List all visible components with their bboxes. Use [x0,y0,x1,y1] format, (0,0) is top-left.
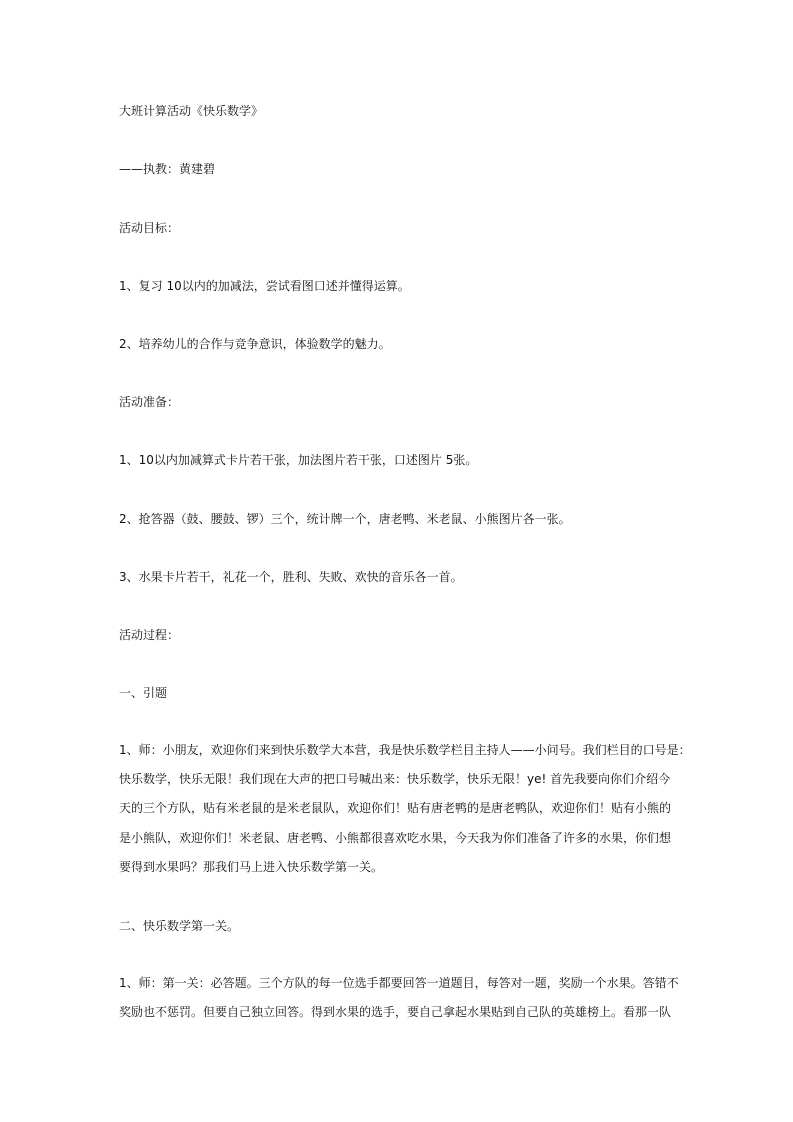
prep-heading: 活动准备： [119,395,180,409]
process-heading: 活动过程： [119,628,180,642]
section2-heading: 二、快乐数学第一关。 [119,919,240,933]
prep-item: 1、10以内加减算式卡片若干张，加法图片若干张，口述图片 5张。 [119,453,478,467]
paragraph-line: 1、师：小朋友，欢迎你们来到快乐数学大本营，我是快乐数学栏目主持人——小问号。我们栏目的口号是： [119,743,691,757]
prep-item: 2、抢答器（鼓、腰鼓、锣）三个，统计牌一个，唐老鸭、米老鼠、小熊图片各一张。 [119,512,571,526]
prep-item: 3、水果卡片若干，礼花一个，胜利、失败、欢快的音乐各一首。 [119,570,463,584]
section1-heading: 一、引题 [119,686,168,700]
paragraph-line: 快乐数学，快乐无限！我们现在大声的把口号喊出来：快乐数学，快乐无限！ye! 首先我要向你们介绍今 [119,772,671,787]
paragraph-line: 天的三个方队，贴有米老鼠的是米老鼠队，欢迎你们！贴有唐老鸭的是唐老鸭队，欢迎你们！贴有小熊的 [119,801,672,816]
goal-item: 2、培养幼儿的合作与竞争意识，体验数学的魅力。 [119,337,391,351]
section2-paragraph [119,969,684,1027]
paragraph-line: 奖励也不惩罚。但要自己独立回答。得到水果的选手，要自己拿起水果贴到自己队的英雄榜上。看那一队 [119,1005,672,1020]
section1-paragraph [119,736,691,882]
goal-item: 1、复习 10以内的加减法，尝试看图口述并懂得运算。 [119,279,410,293]
paragraph-line: 要得到水果吗？那我们马上进入快乐数学第一关。 [119,859,384,874]
goals-heading: 活动目标： [119,221,180,235]
paragraph-line: 是小熊队，欢迎你们！米老鼠、唐老鸭、小熊都很喜欢吃水果，今天我为你们准备了许多的水果，你们想 [119,830,672,845]
teacher-line: ——执教：黄建碧 [119,162,216,176]
document-title: 大班计算活动《快乐数学》 [119,104,264,118]
paragraph-line: 1、师：第一关：必答题。三个方队的每一位选手都要回答一道题目，每答对一题，奖励一个水果。答错不 [119,976,679,990]
